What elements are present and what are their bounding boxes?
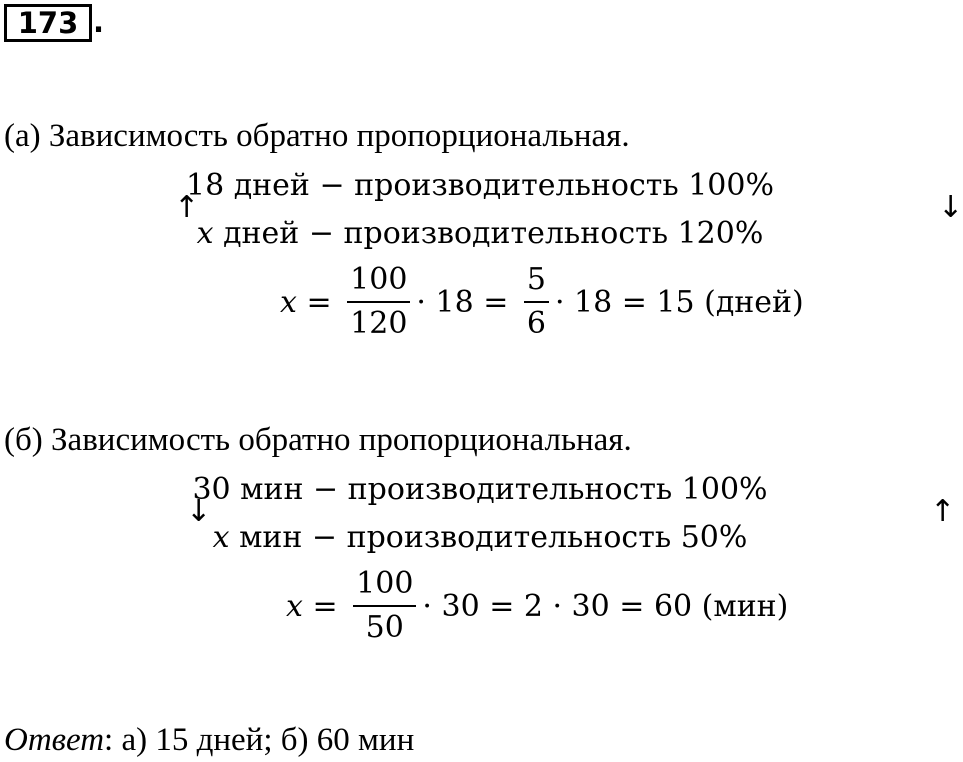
answer-text: : а) 15 дней; б) 60 мин xyxy=(104,722,415,758)
part-a-eq-equals: = xyxy=(296,284,342,320)
part-b-line-2-text: мин − производительность 50% xyxy=(229,520,748,555)
part-b-equation xyxy=(286,566,788,646)
part-b-fraction-1-denominator: 50 xyxy=(365,610,404,645)
part-a-up-arrow-icon: ↑ xyxy=(174,190,200,225)
fraction-bar xyxy=(347,301,410,303)
part-a-statement: (а) Зависимость обратно пропорциональная. xyxy=(4,118,630,154)
fraction-bar xyxy=(353,605,416,607)
part-b-eq-equals: = xyxy=(302,588,348,624)
fraction-bar xyxy=(524,301,549,303)
part-a-fraction-2-numerator: 5 xyxy=(526,262,546,297)
part-a-eq-middle: · 18 = xyxy=(416,284,518,320)
part-a-eq-result: · 18 = 15 (дней) xyxy=(554,284,804,320)
part-a-line-2-text: дней − производительность 120% xyxy=(213,216,764,251)
part-a-equation xyxy=(280,262,804,342)
part-a-proportion-line-2 xyxy=(0,214,960,254)
part-a-fraction-1 xyxy=(347,262,410,342)
problem-number: 173 xyxy=(4,4,92,42)
problem-number-dot: . xyxy=(93,5,105,39)
part-b-proportion-line-1: 30 мин − производительность 100% xyxy=(192,472,768,507)
answer-label: Ответ xyxy=(4,722,105,758)
part-a-fraction-2-denominator: 6 xyxy=(526,306,546,341)
part-a-fraction-1-numerator: 100 xyxy=(350,262,408,297)
part-a-proportion-line-1: 18 дней − производительность 100% xyxy=(185,168,774,203)
part-b-variable-x: x xyxy=(212,520,230,555)
part-b-up-arrow-icon: ↑ xyxy=(930,494,956,529)
part-b-proportion-line-2 xyxy=(0,518,960,558)
part-a-fraction-1-denominator: 120 xyxy=(350,306,408,341)
answer-line xyxy=(4,720,414,760)
part-b-fraction-1-numerator: 100 xyxy=(356,566,414,601)
part-b-statement: (б) Зависимость обратно пропорциональная. xyxy=(4,422,632,458)
part-a-down-arrow-icon: ↓ xyxy=(938,190,963,225)
part-a-fraction-2 xyxy=(524,262,549,342)
part-a-variable-x: x xyxy=(196,216,214,251)
part-b-eq-result: · 30 = 2 · 30 = 60 (мин) xyxy=(422,588,789,624)
part-b-eq-lhs: x xyxy=(286,588,303,624)
part-b-down-arrow-icon: ↓ xyxy=(186,494,212,529)
part-b-fraction-1 xyxy=(353,566,416,646)
part-a-eq-lhs: x xyxy=(280,284,297,320)
